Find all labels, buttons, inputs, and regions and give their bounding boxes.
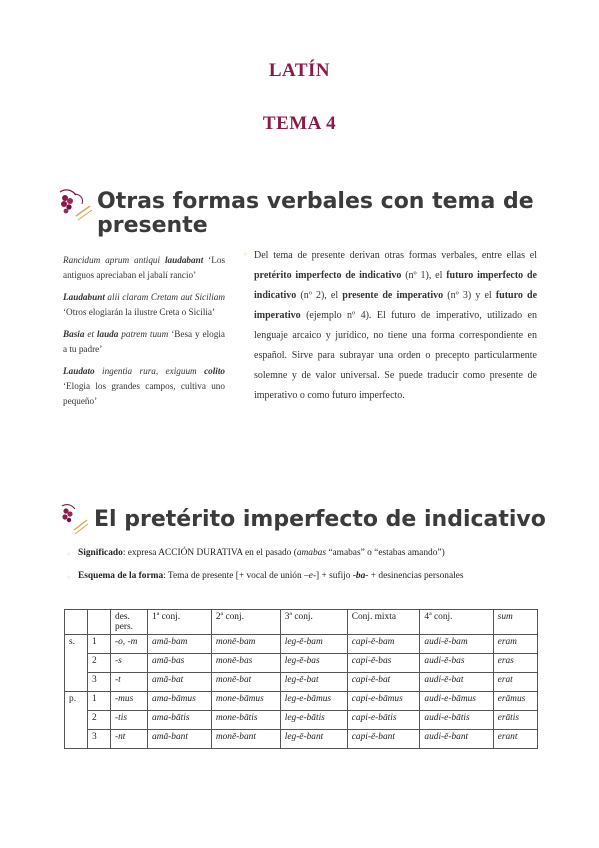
esquema-line: Esquema de la forma: Tema de presente [+ vocal de unión –e-] + sufijo -ba- + desinencias personales: [78, 571, 464, 581]
section-heading-otras-formas: Otras formas verbales con tema de presente: [97, 189, 534, 239]
bullet-icon: ◦: [66, 550, 71, 559]
header-conj-4: 4ª conj.: [420, 610, 493, 635]
header-conj-2: 2ª conj.: [211, 610, 280, 635]
header-conj-3: 3ª conj.: [280, 610, 347, 635]
body-paragraph: Del tema de presente derivan otras formas verbales, entre ellas el pretérito imperfecto de indicativo (nº 1), el futuro imperfecto de indicativo (nº 2), el presente de imperativo (nº 3) y el futuro de imperativo (ejemplo nº 4). El futuro de imperativo, utilizado en lenguaje arcaico y jurídico, no tiene una forma correspondiente en español. Sirve para subrayar una orden o precepto particularmente solemne y de valor universal. Se puede traducir como presente de imperativo o como futuro imperfecto.: [254, 250, 538, 401]
examples-sidebar: [63, 253, 225, 416]
table-row: 3 -t amā-bat monē-bat leg-ē-bat capi-ē-bat audi-ē-bat erat: [65, 673, 538, 692]
grape-ornament-icon: [56, 186, 94, 226]
significado-line: Significado: expresa ACCIÓN DURATIVA en el pasado (amabas “amabas” o “estabas amando”): [78, 548, 445, 558]
table-row: s. 1 -o, -m amā-bam monē-bam leg-ē-bam capi-ē-bam audi-ē-bam eram: [65, 635, 538, 654]
example-1: Rancidum aprum antiqui laudabant ‘Los antiguos apreciaban el jabalí rancio’: [63, 255, 226, 280]
header-conj-mixta: Conj. mixta: [347, 610, 420, 635]
document-subtitle: TEMA 4: [262, 113, 337, 134]
table-row: 2 -s amā-bas monē-bas leg-ē-bas capi-ē-bas audi-ē-bas eras: [65, 654, 538, 673]
section-heading-preterito: El pretérito imperfecto de indicativo: [94, 507, 546, 532]
bullet-icon: ◦: [243, 250, 248, 259]
conjugation-table: [64, 609, 538, 749]
table-row: p. 1 -mus ama-bāmus mone-bāmus leg-e-bāmus capi-e-bāmus audi-e-bāmus erāmus: [65, 692, 538, 711]
grape-ornament-icon: [58, 502, 90, 538]
bullet-icon: ◦: [66, 573, 71, 582]
group-singular: s.: [65, 635, 88, 692]
group-plural: p.: [65, 692, 88, 749]
table-row: 2 -tis ama-bātis mone-bātis leg-e-bātis capi-e-bātis audi-e-bātis erātis: [65, 711, 538, 730]
example-3: Basia et lauda patrem tuum ‘Besa y elogia a tu padre’: [63, 329, 225, 354]
document-title: LATÍN: [268, 60, 331, 81]
table-header-row: [65, 610, 538, 635]
header-des-pers: des. pers.: [111, 610, 148, 635]
header-sum: sum: [493, 610, 537, 635]
example-4: Laudato ingentia rura, exiguum colito ‘Elogia los grandes campos, cultiva uno pequeño’: [63, 366, 225, 406]
header-conj-1: 1ª conj.: [148, 610, 212, 635]
table-row: 3 -nt amā-bant monē-bant leg-ē-bant capi-ē-bant audi-ē-bant erant: [65, 730, 538, 749]
example-2: Laudabunt alii claram Cretam aut Siciliam ‘Otros elogiarán la ilustre Creta o Sicilia’: [63, 292, 225, 317]
